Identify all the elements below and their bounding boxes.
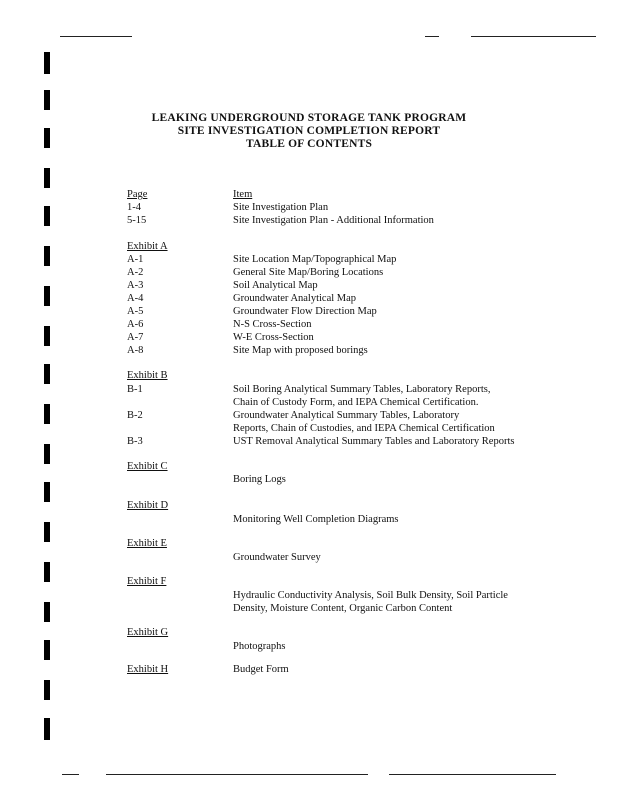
toc-item: Groundwater Analytical Summary Tables, Laboratory [233, 410, 460, 421]
toc-page: A-8 [127, 345, 144, 356]
toc-page: B-3 [127, 436, 143, 447]
exhibit-d-heading: Exhibit D [127, 500, 169, 511]
doc-title-line-1: LEAKING UNDERGROUND STORAGE TANK PROGRAM [151, 112, 467, 124]
toc-page: A-2 [127, 267, 144, 278]
toc-item: Budget Form [233, 664, 289, 675]
doc-title-line-3: TABLE OF CONTENTS [245, 138, 373, 150]
toc-page: A-7 [127, 332, 144, 343]
toc-item: Site Investigation Plan [233, 202, 329, 213]
toc-item: Groundwater Analytical Map [233, 293, 357, 304]
exhibit-e-heading: Exhibit E [127, 538, 167, 549]
toc-item: Soil Boring Analytical Summary Tables, Laboratory Reports, [233, 384, 491, 395]
toc-item: Soil Analytical Map [233, 280, 318, 291]
exhibit-b-heading: Exhibit B [127, 370, 168, 381]
toc-item-continued: Chain of Custody Form, and IEPA Chemical Certification. [233, 397, 479, 408]
toc-page: A-1 [127, 254, 144, 265]
doc-title-line-2: SITE INVESTIGATION COMPLETION REPORT [177, 125, 441, 137]
toc-item: W-E Cross-Section [233, 332, 314, 343]
toc-item: Groundwater Survey [233, 552, 321, 563]
exhibit-c-heading: Exhibit C [127, 461, 168, 472]
toc-page: A-4 [127, 293, 144, 304]
toc-page: 1-4 [127, 202, 141, 213]
toc-item: Hydraulic Conductivity Analysis, Soil Bulk Density, Soil Particle [233, 590, 508, 601]
exhibit-g-heading: Exhibit G [127, 627, 169, 638]
toc-page: B-1 [127, 384, 143, 395]
toc-page: A-6 [127, 319, 144, 330]
toc-page: A-3 [127, 280, 144, 291]
toc-page: A-5 [127, 306, 144, 317]
toc-item: Boring Logs [233, 474, 286, 485]
toc-item: Monitoring Well Completion Diagrams [233, 514, 399, 525]
exhibit-a-heading: Exhibit A [127, 241, 168, 252]
toc-page: B-2 [127, 410, 143, 421]
toc-item: Site Investigation Plan - Additional Information [233, 215, 434, 226]
toc-item: Groundwater Flow Direction Map [233, 306, 377, 317]
toc-item: Site Location Map/Topographical Map [233, 254, 397, 265]
toc-item: N-S Cross-Section [233, 319, 312, 330]
column-header-page: Page [127, 189, 148, 200]
exhibit-h-heading: Exhibit H [127, 664, 169, 675]
exhibit-f-heading: Exhibit F [127, 576, 167, 587]
toc-item: General Site Map/Boring Locations [233, 267, 384, 278]
toc-item: UST Removal Analytical Summary Tables and Laboratory Reports [233, 436, 515, 447]
toc-item: Photographs [233, 641, 286, 652]
toc-page: 5-15 [127, 215, 147, 226]
toc-item-continued: Density, Moisture Content, Organic Carbon Content [233, 603, 453, 614]
toc-item: Site Map with proposed borings [233, 345, 368, 356]
column-header-item: Item [233, 189, 253, 200]
toc-item-continued: Reports, Chain of Custodies, and IEPA Chemical Certification [233, 423, 495, 434]
